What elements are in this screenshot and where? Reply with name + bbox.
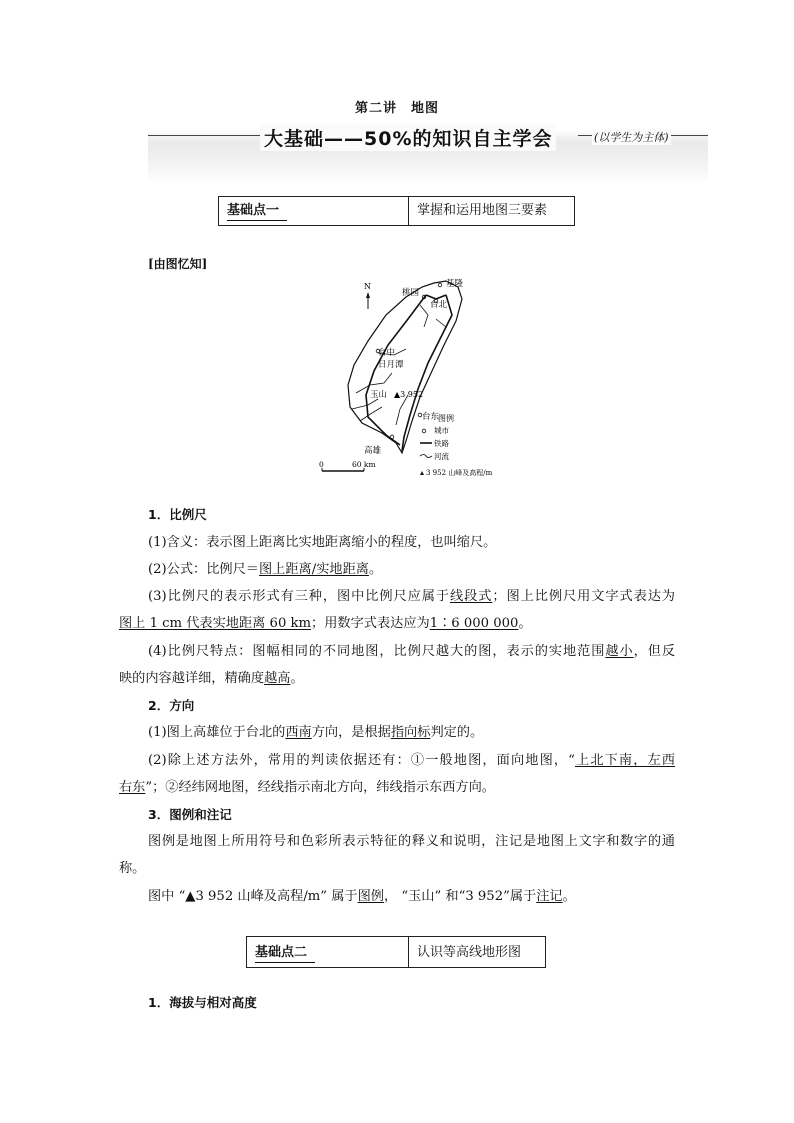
peak-value-label: ▲3 952 xyxy=(394,390,424,399)
legend-city-icon xyxy=(422,429,426,433)
section-1-para-1: (1)含义：表示图上距离比实地距离缩小的程度，也叫缩尺。 xyxy=(148,535,497,550)
text-run: ”；②经纬网地图，经线指示南北方向，纬线指示东西方向。 xyxy=(145,780,495,795)
key-point-1-box xyxy=(218,196,575,226)
text-run: ；用数字式表达应为 xyxy=(311,616,430,631)
key-point-1-label-cell xyxy=(219,197,409,225)
section-3-para-2 xyxy=(119,883,675,910)
answer-run: 图例 xyxy=(357,889,384,904)
section-1-para-4 xyxy=(119,638,675,665)
key-point-2-label: 基础点二 xyxy=(255,945,308,960)
scale-start-label: 0 xyxy=(319,460,324,469)
section-3-para-1: 图例是地图上所用符号和色彩所表示特征的释义和说明，注记是地图上文字和数字的通称。 xyxy=(119,834,675,876)
key-point-2-topic: 认识等高线地形图 xyxy=(417,945,522,960)
text-run: 图中 “▲3 952 山峰及高程/m” 属于 xyxy=(148,889,358,904)
lecture-title: 第二讲 地图 xyxy=(354,101,439,116)
section-2-para-2 xyxy=(119,747,675,774)
legend-item-city: 城市 xyxy=(434,426,449,435)
legend-item-river: 河流 xyxy=(434,452,449,461)
north-arrow-head-icon xyxy=(366,292,370,298)
answer-run: 越小 xyxy=(605,644,634,659)
north-label: N xyxy=(364,282,371,291)
city-label-taichung: 台中 xyxy=(378,348,396,358)
text-run: (1)图上高雄位于台北的 xyxy=(148,725,286,740)
city-label-taitung: 台东 xyxy=(422,412,440,422)
key-point-2-underline xyxy=(255,962,315,963)
section-1-heading: 1．比例尺 xyxy=(148,507,207,522)
banner-title: 大基础——50%的知识自主学会 xyxy=(260,124,556,151)
scale-end-label: 60 km xyxy=(352,460,376,469)
key-point-1-underline xyxy=(227,220,287,221)
city-label-kaohsiung: 高雄 xyxy=(364,446,382,456)
text-run: (4)比例尺特点：图幅相同的不同地图，比例尺越大的图，表示的实地范围 xyxy=(148,644,606,659)
text-run: 。 xyxy=(290,671,304,686)
section-banner xyxy=(148,122,708,184)
text-run: 。 xyxy=(368,562,383,577)
answer-run: 西南 xyxy=(285,725,312,740)
answer-run: 右东 xyxy=(119,780,146,795)
taiwan-map xyxy=(316,275,516,497)
answer-run: 图上距离/实地距离 xyxy=(259,562,369,577)
text-run: 。 xyxy=(518,616,532,631)
legend-title: 图例 xyxy=(438,414,454,423)
answer-run: 图上 1 cm 代表实地距离 60 km xyxy=(119,616,312,631)
answer-run: 指向标 xyxy=(390,725,431,740)
section-2-para-2-cont xyxy=(119,774,675,801)
section-3-heading: 3．图例和注记 xyxy=(148,807,232,822)
answer-run: 越高 xyxy=(264,671,291,686)
section-1-para-4-cont xyxy=(119,665,675,692)
section-1-para-2 xyxy=(119,556,675,583)
legend-item-railway: 铁路 xyxy=(434,439,449,448)
key-point-1-topic: 掌握和运用地图三要素 xyxy=(417,203,548,218)
answer-run: 1∶6 000 000 xyxy=(429,616,519,631)
text-run: (2)除上述方法外，常用的判读依据还有：①一般地图，面向地图，“ xyxy=(148,753,575,768)
city-marker-kaohsiung xyxy=(390,435,394,439)
text-run: 映的内容越详细，精确度 xyxy=(119,671,265,686)
banner-rule-left xyxy=(148,135,264,136)
section-1-para-3 xyxy=(119,583,675,610)
text-run: (3)比例尺的表示形式有三种，图中比例尺应属于 xyxy=(148,589,451,604)
key-point-2-box xyxy=(246,936,546,968)
text-run: (2)公式：比例尺＝ xyxy=(148,562,259,577)
lake-label: 日月潭 xyxy=(378,360,404,370)
answer-run: 线段式 xyxy=(450,589,493,604)
text-run: ；图上比例尺用文字式表达为 xyxy=(492,589,675,604)
section-tag: [由图忆知] xyxy=(148,257,208,271)
city-label-taoyuan: 桃园 xyxy=(402,288,420,298)
section-1-para-3-cont xyxy=(119,610,675,637)
text-run: ， “玉山” 和“3 952”属于 xyxy=(383,889,537,904)
city-label-taipei: 台北 xyxy=(430,300,448,310)
answer-run: 注记 xyxy=(536,889,563,904)
peak-name-label: 玉山 xyxy=(370,390,388,400)
key-point-2-label-cell xyxy=(247,937,409,967)
legend-river-icon xyxy=(420,455,432,458)
legend-item-peak: 3 952 山峰及高程/m xyxy=(426,469,493,477)
section-2-para-1 xyxy=(119,719,675,746)
legend-peak-icon xyxy=(420,471,424,475)
city-label-keelung: 基隆 xyxy=(446,279,464,289)
answer-run: 上北下南，左西 xyxy=(574,753,675,768)
key-point-1-label: 基础点一 xyxy=(227,203,280,218)
text-run: 判定的。 xyxy=(430,725,484,740)
text-run: 。 xyxy=(562,889,576,904)
banner-subtitle: (以学生为主体) xyxy=(594,131,669,144)
text-run: 方向，是根据 xyxy=(311,725,391,740)
text-run: ，但反 xyxy=(633,644,676,659)
section-2-heading: 2．方向 xyxy=(148,698,195,713)
taiwan-map-svg xyxy=(316,275,516,497)
city-marker-keelung xyxy=(438,283,442,287)
section-4-heading: 1．海拔与相对高度 xyxy=(148,995,257,1010)
